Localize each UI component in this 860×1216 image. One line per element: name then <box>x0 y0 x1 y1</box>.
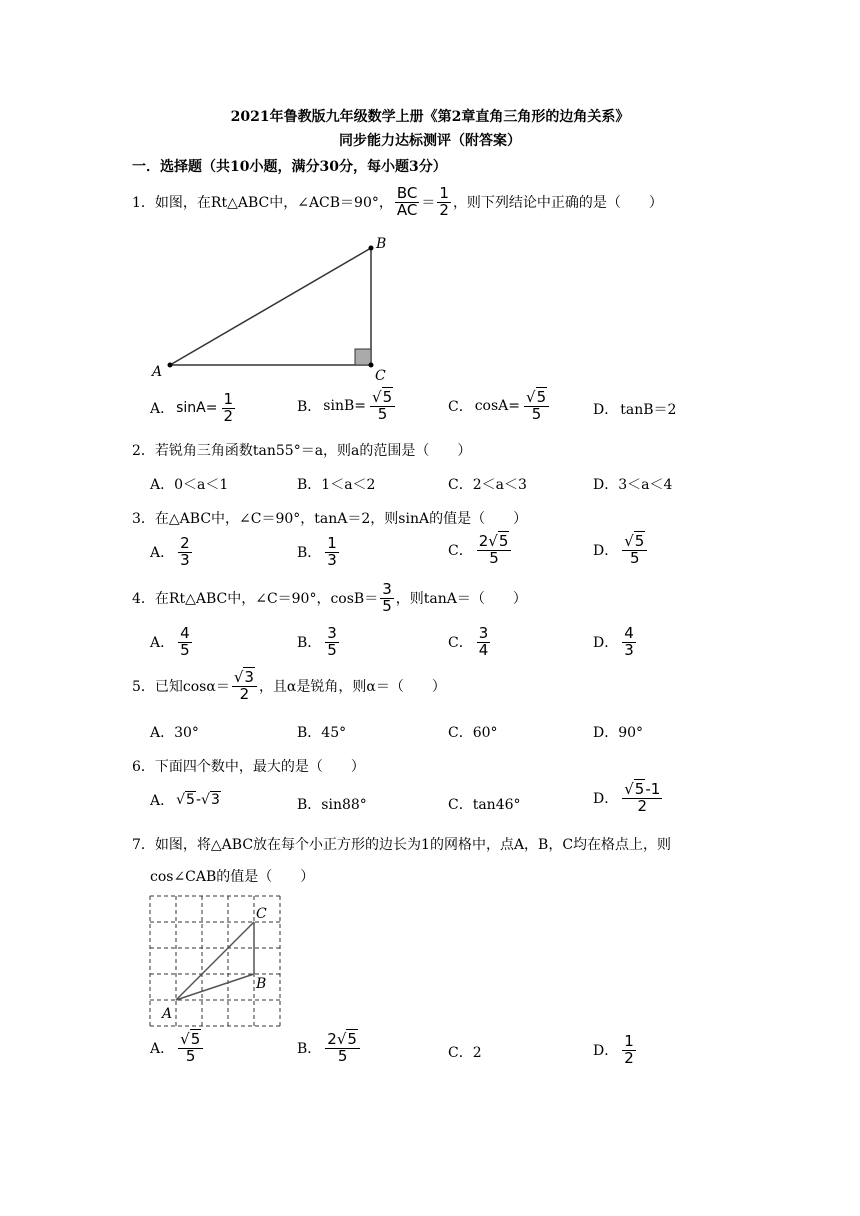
fraction-denominator: 5 <box>327 640 337 659</box>
fraction-numerator: 3 <box>382 580 392 598</box>
question-3-option-a[interactable] <box>150 536 194 569</box>
ratio-denominator: AC <box>396 200 418 219</box>
fraction-numerator: 1 <box>439 184 449 202</box>
fraction-numerator: 4 <box>180 624 190 642</box>
option-label: D． <box>593 635 619 652</box>
option-text: sinB= <box>323 398 366 415</box>
sqrt-numerator: 2√5 <box>477 534 512 551</box>
question-3: 3．在△ABC中，∠C＝90°，tanA＝2，则sinA的值是（ ） <box>132 511 528 527</box>
sqrt-numerator: √5 <box>622 534 647 551</box>
question-1-text-a: 1．如图，在Rt△ABC中，∠ACB＝90°， <box>132 195 393 212</box>
question-4-text-a: 4．在Rt△ABC中，∠C＝90°，cosB＝ <box>132 591 379 608</box>
question-6-option-b[interactable]: B．sin88° <box>297 797 367 813</box>
fraction-denominator: 5 <box>185 1046 196 1065</box>
right-angle-mark <box>355 349 371 365</box>
fraction-denominator: 5 <box>382 596 392 615</box>
question-7-line1: 7．如图，将△ABC放在每个小正方形的边长为1的网格中，点A，B，C均在格点上，则 <box>132 837 672 853</box>
question-4-option-c[interactable] <box>448 626 492 659</box>
question-2-option-c[interactable]: C．2＜a＜3 <box>448 477 527 493</box>
sqrt-numerator: √3 <box>232 670 257 687</box>
fraction-numerator: 2 <box>180 534 190 552</box>
option-label: A． <box>150 635 175 652</box>
question-4-text-b: ，则tanA＝（ ） <box>395 591 527 608</box>
question-2: 2．若锐角三角函数tan55°＝a，则a的范围是（ ） <box>132 443 472 459</box>
option-label: D． <box>593 543 619 560</box>
vertex-a-label: A <box>152 364 163 380</box>
fraction-numerator: 1 <box>624 1032 634 1050</box>
sqrt-expression: √5-√3 <box>176 792 220 808</box>
question-7-option-d[interactable] <box>593 1034 638 1067</box>
vertex-c-label: C <box>375 368 386 382</box>
fraction-denominator: 2 <box>624 1048 634 1067</box>
fraction-denominator: 3 <box>624 640 634 659</box>
document-title-line2: 同步能力达标测评（附答案） <box>339 133 521 149</box>
fraction-denominator: 2 <box>239 684 250 703</box>
option-label: A． <box>150 793 175 809</box>
question-5-text-a: 5．已知cosα＝ <box>132 679 230 696</box>
question-1-option-c[interactable] <box>448 390 551 423</box>
fraction-denominator: 2 <box>223 406 234 425</box>
fraction-denominator: 3 <box>327 550 337 569</box>
question-1-text-b: ，则下列结论中正确的是（ ） <box>452 195 663 212</box>
section-heading: 一．选择题（共10小题，满分30分，每小题3分） <box>132 159 447 175</box>
vertex-b-label: B <box>256 976 267 992</box>
question-4-option-a[interactable] <box>150 626 194 659</box>
grid-triangle-figure <box>148 894 282 1030</box>
option-text: sinA= <box>176 400 218 417</box>
document-title-line1: 2021年鲁教版九年级数学上册《第2章直角三角形的边角关系》 <box>230 109 630 125</box>
question-5-option-b[interactable]: B．45° <box>297 725 347 741</box>
question-3-option-b[interactable] <box>297 536 341 569</box>
fraction-denominator: 3 <box>180 550 190 569</box>
option-label: C． <box>448 543 473 560</box>
fraction-denominator: 5 <box>337 1046 348 1065</box>
sqrt-numerator: 2√5 <box>325 1032 360 1049</box>
question-1-option-a[interactable] <box>150 392 237 425</box>
question-2-option-b[interactable]: B．1＜a＜2 <box>297 477 376 493</box>
sqrt-numerator: √5-1 <box>624 780 661 798</box>
option-label: D． <box>593 791 619 808</box>
question-1-option-d[interactable] <box>593 399 676 419</box>
option-label: B． <box>297 635 322 652</box>
fraction-denominator: 2 <box>439 200 449 219</box>
question-1 <box>132 186 663 219</box>
question-7-option-a[interactable] <box>150 1032 205 1065</box>
question-5-option-a[interactable]: A．30° <box>150 725 199 741</box>
vertex-a-label: A <box>162 1006 173 1022</box>
option-label: B． <box>297 545 322 562</box>
question-6-option-d[interactable] <box>593 782 664 815</box>
sqrt-numerator: √5 <box>370 390 395 407</box>
question-7-option-c[interactable]: C．2 <box>448 1045 482 1061</box>
fraction-numerator: 4 <box>624 624 634 642</box>
fraction-denominator: 5 <box>489 548 499 567</box>
question-2-option-a[interactable]: A．0＜a＜1 <box>150 477 229 493</box>
option-label: A． <box>150 545 175 562</box>
option-label: A． <box>150 401 175 418</box>
fraction-one-half <box>437 186 451 219</box>
ratio-bc-ac <box>395 186 420 219</box>
question-5-option-c[interactable]: C．60° <box>448 725 498 741</box>
option-text: cosA= <box>474 398 521 415</box>
option-label: A． <box>150 1041 175 1058</box>
question-3-option-d[interactable] <box>593 534 649 567</box>
question-1-option-b[interactable] <box>297 390 397 423</box>
question-2-option-d[interactable]: D．3＜a＜4 <box>593 477 673 493</box>
fraction-numerator: 1 <box>327 534 337 552</box>
question-5-option-d[interactable]: D．90° <box>593 725 644 741</box>
question-4-option-b[interactable] <box>297 626 341 659</box>
question-7-line2: cos∠CAB的值是（ ） <box>150 869 315 885</box>
option-label: B． <box>297 1041 322 1058</box>
option-label: C． <box>448 635 473 652</box>
fraction-numerator: 3 <box>478 624 489 642</box>
question-6: 6．下面四个数中，最大的是（ ） <box>132 759 365 775</box>
fraction-numerator: 3 <box>327 624 337 642</box>
sqrt-numerator: √5 <box>178 1032 203 1049</box>
question-6-option-a[interactable] <box>150 790 221 810</box>
question-3-option-c[interactable] <box>448 534 513 567</box>
ratio-numerator: BC <box>396 184 418 202</box>
vertex-b-label: B <box>376 236 387 252</box>
vertex-c-label: C <box>256 906 267 922</box>
fraction-denominator: 2 <box>637 796 648 815</box>
question-5-text-b: ，且α是锐角，则α＝（ ） <box>258 679 446 696</box>
fraction-denominator: 5 <box>531 404 542 423</box>
question-7-option-b[interactable] <box>297 1032 362 1065</box>
equals-sign: ＝ <box>421 195 436 212</box>
question-6-option-c[interactable]: C．tan46° <box>448 797 521 813</box>
triangle-abc <box>176 922 254 1000</box>
right-triangle-figure <box>148 232 398 382</box>
option-label: D． <box>593 402 619 418</box>
question-4-option-d[interactable] <box>593 626 638 659</box>
question-5 <box>132 670 446 703</box>
option-label: D． <box>593 1043 619 1060</box>
fraction-numerator: 1 <box>223 390 234 408</box>
option-label: C． <box>448 399 473 416</box>
sqrt-numerator: √5 <box>524 390 549 407</box>
fraction-denominator: 5 <box>180 640 190 659</box>
question-4 <box>132 582 527 615</box>
fraction-denominator: 5 <box>630 548 640 567</box>
option-label: B． <box>297 399 322 416</box>
fraction-denominator: 5 <box>377 404 388 423</box>
option-text: tanB＝2 <box>620 402 677 418</box>
fraction-denominator: 4 <box>478 640 489 659</box>
